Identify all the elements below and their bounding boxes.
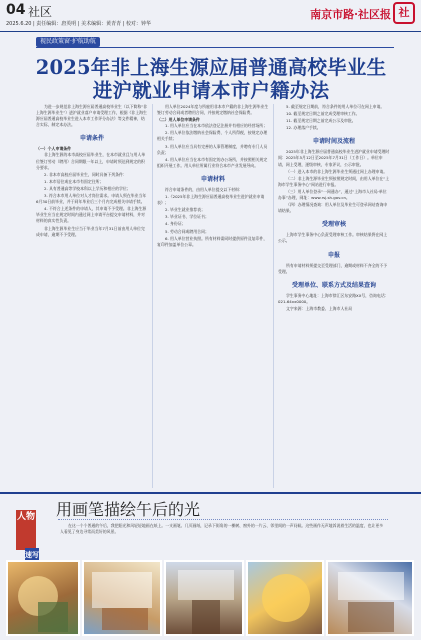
- sub-heading: （一）个人申请条件: [36, 146, 72, 152]
- paragraph: 非上海生源毕业生应当于毕业当年7月31日前由用人单位完成申请，逾期不予受理。: [36, 225, 145, 237]
- column-tag: 视民政策窗·护航助航: [36, 37, 100, 47]
- paragraph: 2. 用人单位依法缴纳社会保险费、个人所得税，按规定办理相关手续；: [157, 130, 268, 142]
- title-line-2: 进沪就业申请本市户籍办法: [92, 79, 330, 102]
- paragraph: 4. 不符合上述条件的申请人，其申请不予受理。非上海生源毕业生应当在规定时间内通过网上申请平台提交申请材料，并对材料的真实性负责。: [36, 206, 147, 224]
- section-heading: 申报: [327, 251, 340, 259]
- title-line-1: 2025年非上海生源应届普通高校毕业生: [35, 56, 387, 79]
- article-title: [20, 56, 402, 102]
- paragraph: 1. 用人单位应当在本市依法登记注册并有相应的经营场所；: [165, 123, 268, 129]
- paragraph: 符合申请条件的，由用人单位提交以下材料：: [165, 186, 243, 192]
- decorative-rule: [58, 519, 388, 520]
- brand-logo-icon: 社: [393, 2, 415, 24]
- painting-image: [6, 560, 80, 636]
- paragraph: 用人单位2024年度与所雇用非本市户籍的非上海生源毕业生签订劳动合同或者聘用合同，并按规定缴纳社会保险费。: [157, 104, 269, 116]
- sub-heading: （二）用人单位申请条件: [157, 117, 200, 123]
- paragraph: 10. 截至规定日期之前完成受理审核工作。: [286, 111, 360, 117]
- paragraph: 所有申请材料须提交至受理部门，逾期或材料不齐全的不予受理。: [278, 262, 388, 274]
- paragraph: 非上海生源的本市高校应届毕业生，在本市就业且与用人单位签订劳动（聘用）合同期限一年以上，申请时须达到规定的积分要求。: [36, 152, 146, 170]
- painting-image: [82, 560, 162, 636]
- section-heading: 受理审核: [321, 221, 346, 229]
- paragraph: 3. 符合本市用人单位对人才岗位需求。申请人须在毕业当年6月30日前毕业，并于同年毕业后三个月内完成相关申请手续。: [36, 193, 147, 205]
- paragraph: 11. 截至规定日期之前完成公示及审批。: [286, 118, 356, 124]
- paragraph: 2. 具有普通高等学校本科以上学历和相应的学位；: [44, 185, 131, 191]
- section-divider: [0, 492, 421, 494]
- painting-image: [246, 560, 324, 636]
- paragraph: 上海市学生事务中心负责受理审核工作。审核结果将在网上公示。: [278, 232, 388, 244]
- paragraph: （二）非上海生源毕业生须按照规定时间，由用人单位在“上海市学生事务中心”网站进行申报。: [278, 175, 390, 187]
- paragraph: （一）进入本市的非上海生源毕业生须通过网上办理申请。: [286, 168, 388, 174]
- article-body: [36, 104, 390, 488]
- painting-image: [164, 560, 244, 636]
- paragraph: 学生事务中心地址：上海市徐汇区东安路XX号，咨询电话：021-64xx0000。: [278, 292, 389, 304]
- paragraph: 4. 用人单位应当在本市有固定的办公场所，并按照相关规定组织开展工作。用人单位所属行业符合本市产业发展导向。: [157, 156, 268, 168]
- paragraph: 2025年非上海生源应届普通高校毕业生进沪就业申请受理时间：2025年5月12日至2025年7月31日（工作日）。单位申请，网上受理，逐级审核，专家评议，公示审批。: [278, 149, 390, 167]
- header-info: 2025.6.20 | 责任编辑：唐英明 | 美术编辑：黄青青 | 校对：钟华: [6, 21, 152, 27]
- paragraph: 为进一步规范非上海生源应届普通高校毕业生（以下简称“非上海生源毕业生”）进沪就业落户申请受理工作，根据《非上海生源应届普通高校毕业生进入本市工作评分办法》等文件精神，结合实际，制定本办法。: [36, 104, 148, 128]
- article-column-3: [278, 104, 390, 313]
- paragraph: 5. 截至规定日期前，符合条件的用人单位可在网上申请。: [286, 104, 385, 109]
- section-heading: 受理单位、联系方式及结果查询: [291, 281, 376, 289]
- tag-rule: [36, 47, 394, 48]
- paragraph: 1.《2025年非上海生源应届普通高校毕业生进沪就业申请表》；: [157, 194, 265, 206]
- paragraph: 12. 办理落户手续。: [286, 125, 321, 131]
- paragraph: 4. 身份证；: [165, 221, 186, 227]
- paragraph: （三）用人单位登录“一网通办”，通过“上海市人社局·单位办事”办理，网址：www.rsj.sh.gov.cn。: [278, 188, 387, 201]
- section-heading: 申请时间及流程: [312, 138, 355, 146]
- source-note: 文字来源：上海市教委、上海市人社局: [286, 305, 353, 311]
- paragraph: 3. 毕业证书、学位证书；: [165, 214, 209, 220]
- section-name: 社区: [28, 5, 53, 19]
- article-column-1: [36, 104, 148, 239]
- paragraph: （四）办理情况查询：用人单位及毕业生可登录网站查询申请结果。: [278, 202, 388, 214]
- paragraph: 3. 用人单位应当具有完善的人事管理制度，并聘有专门人员负责；: [157, 143, 268, 155]
- feature-badge-secondary: 速写: [25, 548, 39, 576]
- article-column-2: [157, 104, 269, 249]
- painting-image: [326, 560, 414, 636]
- feature-title: 用画笔描绘午后的光: [56, 500, 201, 519]
- section-heading: 申请材料: [200, 175, 225, 183]
- paragraph: 6. 用人单位营业执照。所有材料需同时提供原件及复印件，复印件加盖单位公章。: [157, 235, 268, 247]
- page-header: [0, 0, 421, 32]
- feature-intro: 在这一个个普通的午后，我把阳光和风轻轻地画在纸上。一支画笔、几页画纸，记录下街角的一棵树、窗外的一片云、邻里间的一声问候。这些画作无声地诉说着生活的温度，也让更多人看见了身边寻常而美好的风景。: [60, 523, 384, 535]
- section-heading: 申请条件: [79, 135, 104, 143]
- page-number: 04: [6, 2, 26, 18]
- feature-badge: 人物: [16, 510, 36, 550]
- paragraph: 1. 本市居住或在本市有固定住所；: [44, 178, 104, 184]
- paragraph: 2. 毕业生就业推荐表；: [165, 207, 205, 213]
- paragraph: 2. 非本市高校应届毕业生，同时具备下列条件：: [44, 171, 127, 177]
- newspaper-brand: 南京市路·社区报: [310, 8, 391, 21]
- paragraph: 5. 劳动合同或聘用合同；: [165, 228, 209, 234]
